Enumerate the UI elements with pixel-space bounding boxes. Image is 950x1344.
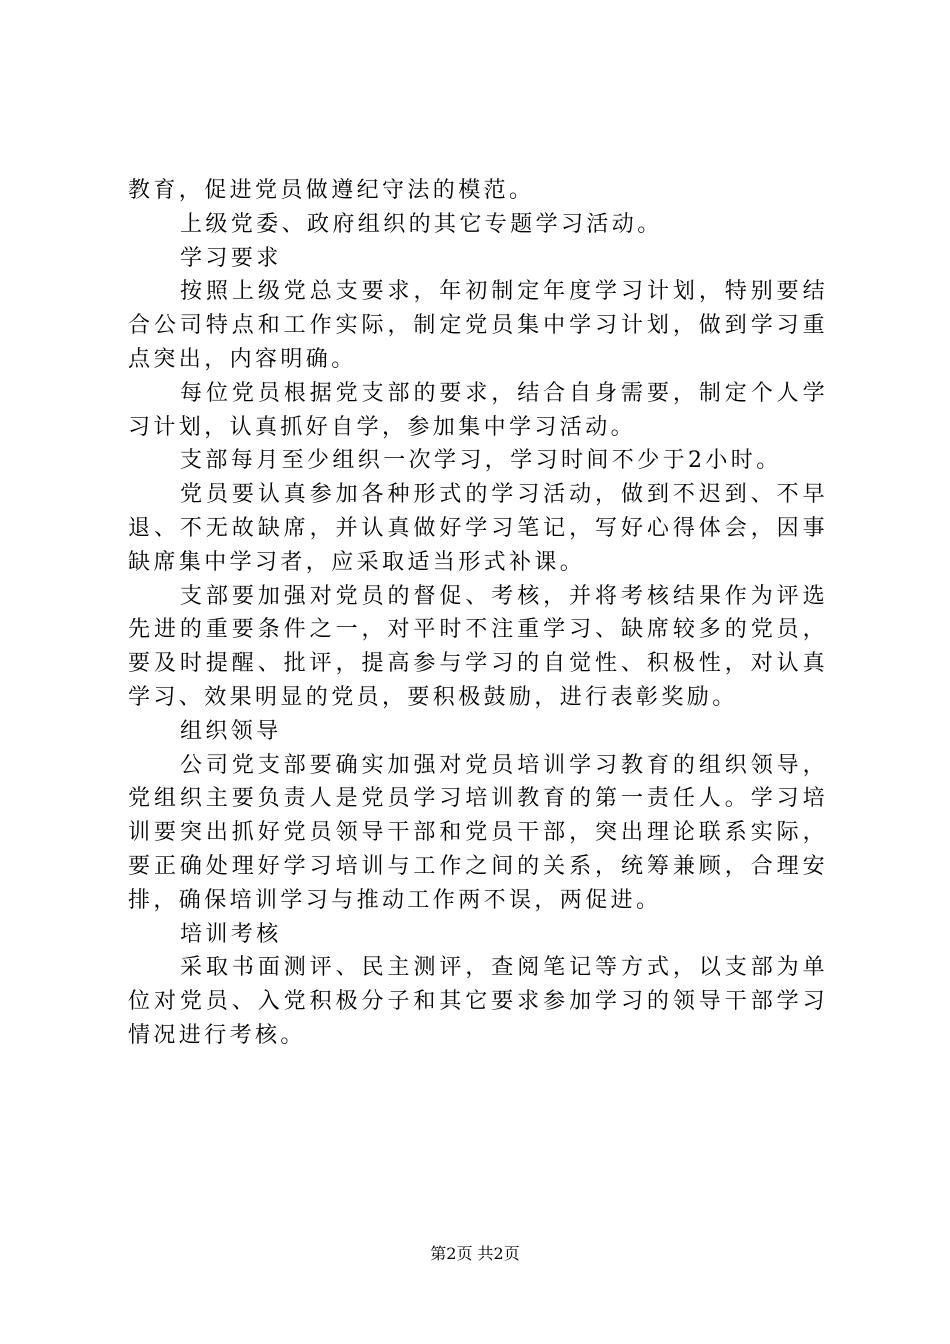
- section-heading-study-requirements: 学习要求: [180, 245, 282, 271]
- document-body: [128, 174, 828, 1053]
- paragraph-special-study: 上级党委、政府组织的其它专题学习活动。: [180, 211, 663, 237]
- section-heading-training-assessment: 培训考核: [180, 921, 282, 947]
- paragraph-annual-plan: 按照上级党总支要求，年初制定年度学习计划，特别要结合公司特点和工作实际，制定党员集中学习计划，做到学习重点突出，内容明确。: [128, 279, 828, 372]
- paragraph-personal-plan: 每位党员根据党支部的要求，结合自身需要，制定个人学习计划，认真抓好自学，参加集中学习活动。: [128, 380, 828, 440]
- paragraph-attendance: 党员要认真参加各种形式的学习活动，做到不迟到、不早退、不无故缺席，并认真做好学习笔记，写好心得体会，因事缺席集中学习者，应采取适当形式补课。: [128, 482, 828, 575]
- paragraph-leadership: 公司党支部要确实加强对党员培训学习教育的组织领导，党组织主要负责人是党员学习培训教育的第一责任人。学习培训要突出抓好党员领导干部和党员干部，突出理论联系实际，要正确处理好学习培训与工作之间的关系，统筹兼顾，合理安排，确保培训学习与推动工作两不误，两促进。: [128, 752, 828, 913]
- section-heading-organization-leadership: 组织领导: [180, 718, 282, 744]
- page-number-footer: 第2页 共2页: [430, 1244, 520, 1263]
- paragraph-evaluation-methods: 采取书面测评、民主测评，查阅笔记等方式，以支部为单位对党员、入党积极分子和其它要求参加学习的领导干部学习情况进行考核。: [128, 955, 828, 1048]
- paragraph-continuation: 教育，促进党员做遵纪守法的模范。: [128, 178, 535, 203]
- paragraph-assessment: 支部要加强对党员的督促、考核，并将考核结果作为评选先进的重要条件之一，对平时不注重学习、缺席较多的党员，要及时提醒、批评，提高参与学习的自觉性、积极性，对认真学习、效果明显的党员，要积极鼓励，进行表彰奖励。: [128, 583, 828, 710]
- paragraph-monthly-study: 支部每月至少组织一次学习，学习时间不少于2小时。: [180, 448, 782, 474]
